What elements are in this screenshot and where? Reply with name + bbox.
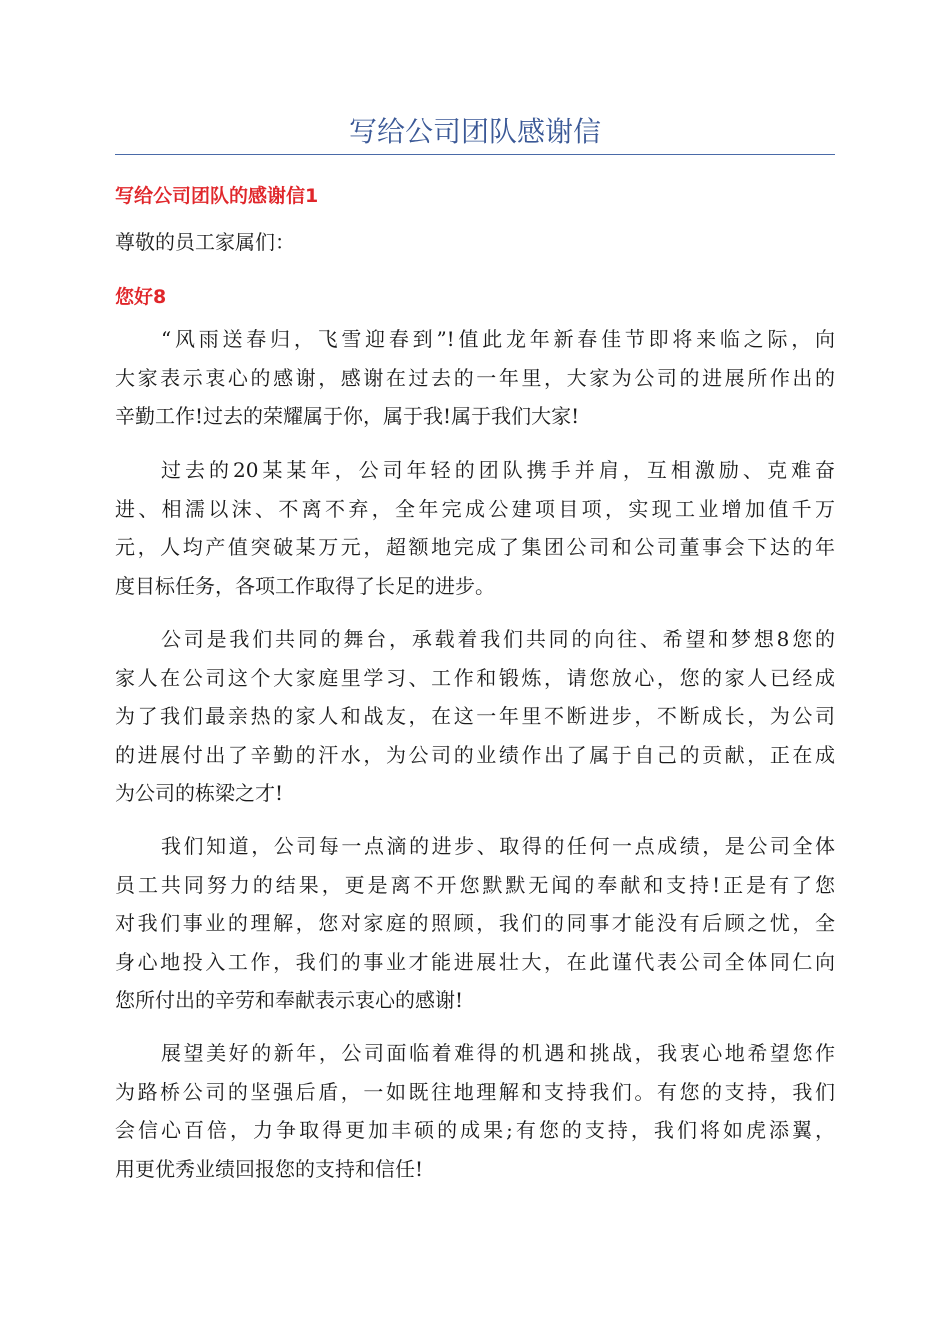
paragraph-line: 对我们事业的理解，您对家庭的照顾，我们的同事才能没有后顾之忧，全 — [115, 911, 835, 936]
paragraph-line: 为公司的栋梁之才! — [115, 781, 284, 806]
paragraph-line: 员工共同努力的结果，更是离不开您默默无闻的奉献和支持!正是有了您 — [115, 872, 835, 897]
paragraph-line: 展望美好的新年，公司面临着难得的机遇和挑战，我衷心地希望您作 — [161, 1041, 835, 1065]
salutation: 尊敬的员工家属们： — [115, 230, 295, 254]
greeting: 您好8 — [115, 286, 167, 308]
body-paragraph-5 — [115, 1034, 835, 1188]
paragraph-line: “风雨送春归，飞雪迎春到”!值此龙年新春佳节即将来临之际，向 — [161, 327, 835, 351]
paragraph-line: 辛勤工作!过去的荣耀属于你，属于我!属于我们大家! — [115, 404, 580, 429]
document-title: 写给公司团队感谢信 — [348, 115, 601, 148]
paragraph-line: 家人在公司这个大家庭里学习、工作和锻炼，请您放心，您的家人已经成 — [115, 665, 835, 690]
paragraph-line: 大家表示衷心的感谢，感谢在过去的一年里，大家为公司的进展所作出的 — [115, 365, 835, 390]
paragraph-line: 度目标任务，各项工作取得了长足的进步。 — [115, 573, 495, 598]
paragraph-line: 元，人均产值突破某万元，超额地完成了集团公司和公司董事会下达的年 — [115, 535, 835, 560]
paragraph-line: 过去的20某某年，公司年轻的团队携手并肩，互相激励、克难奋 — [161, 458, 835, 482]
paragraph-line: 会信心百倍，力争取得更加丰硕的成果;有您的支持，我们将如虎添翼， — [115, 1118, 835, 1143]
body-paragraph-3 — [115, 620, 835, 813]
section-heading: 写给公司团队的感谢信1 — [115, 185, 319, 207]
body-paragraph-4 — [115, 827, 835, 1020]
paragraph-line: 身心地投入工作，我们的事业才能进展壮大，在此谨代表公司全体同仁向 — [115, 949, 835, 974]
paragraph-line: 为路桥公司的坚强后盾，一如既往地理解和支持我们。有您的支持，我们 — [115, 1079, 835, 1104]
paragraph-line: 进、相濡以沫、不离不弃，全年完成公建项目项，实现工业增加值千万 — [115, 496, 835, 521]
title-underline-rule — [115, 154, 835, 155]
body-paragraph-2 — [115, 451, 835, 605]
paragraph-line: 我们知道，公司每一点滴的进步、取得的任何一点成绩，是公司全体 — [161, 834, 835, 858]
paragraph-line: 您所付出的辛劳和奉献表示衷心的感谢! — [115, 988, 464, 1013]
body-paragraph-1 — [115, 320, 835, 436]
paragraph-line: 公司是我们共同的舞台，承载着我们共同的向往、希望和梦想8您的 — [161, 627, 835, 651]
paragraph-line: 的进展付出了辛勤的汗水，为公司的业绩作出了属于自己的贡献，正在成 — [115, 742, 835, 767]
paragraph-line: 用更优秀业绩回报您的支持和信任! — [115, 1156, 424, 1181]
paragraph-line: 为了我们最亲热的家人和战友，在这一年里不断进步，不断成长，为公司 — [115, 704, 835, 729]
